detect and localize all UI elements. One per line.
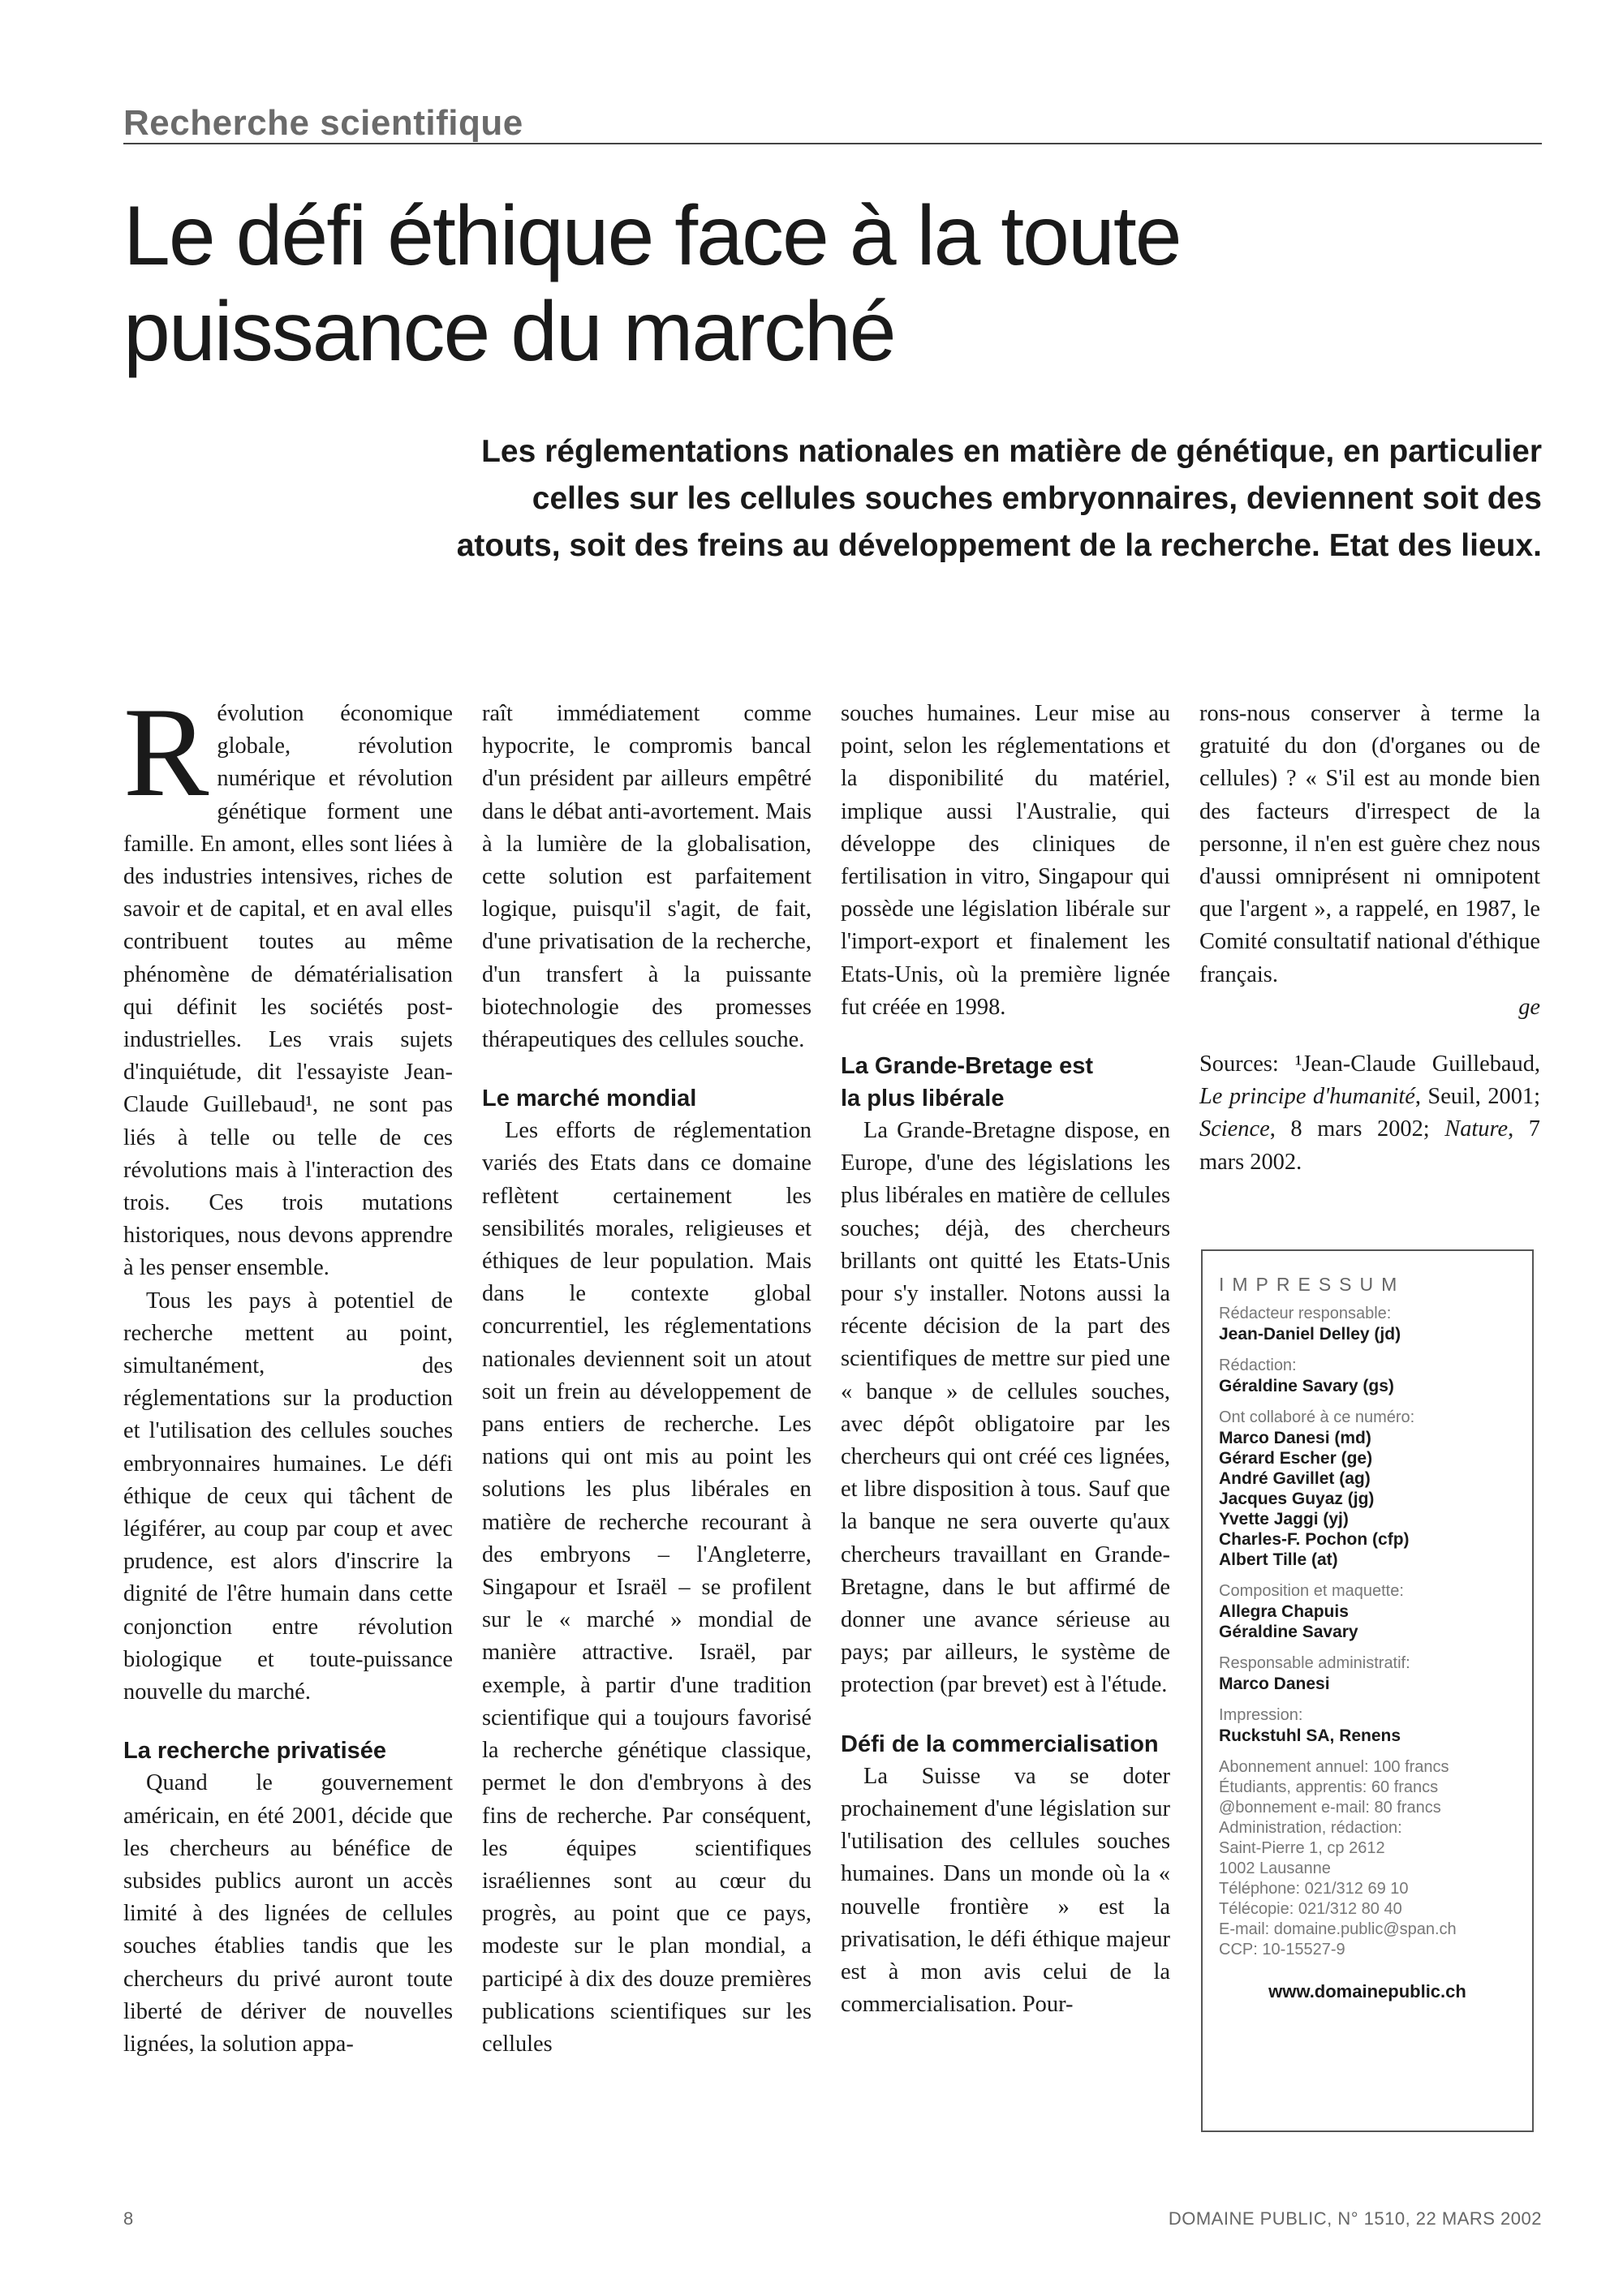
article-lead: Les réglementations nationales en matière de génétique, en particulier celles sur les cellules souches embryonnaires, deviennent soit des atouts, soit des freins au développement de la recherche. Etat des lieux. bbox=[456, 434, 1542, 563]
info-line: Télécopie: 021/312 80 40 bbox=[1219, 1900, 1402, 1918]
sources-nature-date: , 7 mars 2002. bbox=[1199, 1116, 1540, 1175]
collaborator: Yvette Jaggi (yj) bbox=[1219, 1510, 1349, 1529]
collaborator: Charles-F. Pochon (cfp) bbox=[1219, 1530, 1410, 1549]
admin-label: Responsable administratif: bbox=[1219, 1654, 1410, 1672]
info-line: Administration, rédaction: bbox=[1219, 1819, 1402, 1837]
article-title bbox=[123, 188, 1503, 380]
subhead-commercialisation: Défi de la commercialisation bbox=[841, 1731, 1159, 1757]
text-column-3 bbox=[841, 698, 1170, 2021]
impression-name: Ruckstuhl SA, Renens bbox=[1219, 1726, 1401, 1745]
collaborator: Albert Tille (at) bbox=[1219, 1550, 1338, 1569]
author-signature: ge bbox=[1518, 994, 1540, 1020]
paragraph-4-part-2: souches humaines. Leur mise au point, selon les réglementations et la disponibilité du matériel, implique aussi l'Australie, qui développe des cliniques de fertilisation in vitro, Singapour qui possède une législation libérale sur l'import-export et finalement les Etats-Unis, où la première lignée fut créée en 1998. bbox=[841, 701, 1170, 1020]
paragraph-5: La Grande-Bretagne dispose, en Europe, d'une des législations les plus libérales en matière de cellules souches; déjà, des chercheurs brillants ont quitté les Etats-Unis pour s'y installer. Notons aussi la récente décision de la part des scientifiques de mettre sur pied une « banque » de cellules souches, avec dépôt obligatoire par les chercheurs qui ont créé ces lignées, et libre disposition à tous. Sauf que la banque ne sera ouverte qu'aux chercheurs travaillant en Grande-Bretagne, dans le but affirmé de donner une avance sérieuse au pays; par ailleurs, le système de protection (par brevet) est à l'étude. bbox=[841, 1118, 1170, 1698]
paragraph-1-text: évolution économique globale, révolution numérique et révolution génétique forment une famille. En amont, elles sont liées à des industries intensives, riches de savoir et de capital, et en aval elles contribuent toutes au même phénomène de dématérialisation qui définit les sociétés post-industrielles. Les vrais sujets d'inquiétude, dit l'essayiste Jean-Claude Guillebaud¹, ne sont pas liés à telle ou telle de ces révolutions mais à l'interaction des trois. Ces trois mutations historiques, nous devons apprendre à les penser ensemble. bbox=[123, 701, 453, 1281]
info-line: E-mail: domaine.public@span.ch bbox=[1219, 1920, 1457, 1938]
sources-nature: Nature bbox=[1444, 1116, 1509, 1142]
info-line: Saint-Pierre 1, cp 2612 bbox=[1219, 1839, 1385, 1857]
composition-name: Géraldine Savary bbox=[1219, 1623, 1358, 1641]
redacteur-label: Rédacteur responsable: bbox=[1219, 1305, 1392, 1322]
collaborator: Marco Danesi (md) bbox=[1219, 1429, 1371, 1447]
rubric-divider bbox=[123, 143, 1542, 144]
sources-prefix: Sources: ¹Jean-Claude Guillebaud, bbox=[1199, 1051, 1540, 1077]
title-line-2: puissance du marché bbox=[123, 285, 895, 379]
subhead-grande-bretagne bbox=[841, 1050, 1170, 1115]
section-rubric: Recherche scientifique bbox=[123, 103, 523, 143]
subhead-recherche-privatisee: La recherche privatisée bbox=[123, 1738, 387, 1765]
info-line: Téléphone: 021/312 69 10 bbox=[1219, 1880, 1409, 1898]
sources-book-title: Le principe d'humanité bbox=[1199, 1084, 1415, 1110]
text-column-2 bbox=[482, 698, 812, 2061]
info-line: Abonnement annuel: 100 francs bbox=[1219, 1758, 1449, 1776]
collaborator: Jacques Guyaz (jg) bbox=[1219, 1490, 1375, 1508]
website-link[interactable]: www.domainepublic.ch bbox=[1268, 1981, 1466, 2001]
paragraph-intro bbox=[123, 681, 453, 1285]
title-line-1: Le défi éthique face à la toute bbox=[123, 189, 1181, 283]
paragraph-6-part-2: rons-nous conserver à terme la gratuité du don (d'organes ou de cellules) ? « S'il est au monde bien des facteurs d'irrespect de la personne, il n'en est guère chez nous d'aussi omniprésent ni omnipotent que l'argent », a rappelé, en 1987, le Comité consultatif national d'éthique français. bbox=[1199, 701, 1540, 987]
paragraph-2: Tous les pays à potentiel de recherche mettent au point, simultanément, des réglementations sur la production et l'utilisation des cellules souches embryonnaires humaines. Le défi éthique de ceux qui tâchent de légiférer, au coup par coup et avec prudence, est alors d'inscrire la dignité de l'être humain dans cette conjonction entre révolution biologique et toute-puissance nouvelle du marché. bbox=[123, 1288, 453, 1705]
impression-label: Impression: bbox=[1219, 1706, 1303, 1724]
drop-cap: R bbox=[123, 681, 209, 823]
sources-science: Science bbox=[1199, 1116, 1270, 1142]
impressum-heading: IMPRESSUM bbox=[1219, 1274, 1406, 1295]
paragraph-3-part-2: raît immédiatement comme hypocrite, le compromis bancal d'un président par ailleurs empêtré dans le débat anti-avortement. Mais à la lumière de la globalisation, cette solution est parfaitement logique, puisqu'il s'agit, de fait, d'une privatisation de la recherche, d'un transfert à la puissante biotechnologie des promesses thérapeutiques des cellules souche. bbox=[482, 701, 812, 1053]
subhead-gb-line-2: la plus libérale bbox=[841, 1086, 1005, 1112]
paragraph-3-part-1: Quand le gouvernement américain, en été 2001, décide que les chercheurs au bénéfice de subsides publics auront un accès limité à des lignées de cellules souches établies tandis que les chercheurs du privé auront toute liberté de dériver de nouvelles lignées, la solution appa- bbox=[123, 1770, 453, 2057]
composition-name: Allegra Chapuis bbox=[1219, 1602, 1349, 1621]
collaborator: André Gavillet (ag) bbox=[1219, 1469, 1371, 1488]
text-column-4 bbox=[1199, 698, 1540, 1179]
sources-publisher: , Seuil, 2001; bbox=[1414, 1084, 1540, 1110]
admin-name: Marco Danesi bbox=[1219, 1675, 1330, 1693]
info-line: Étudiants, apprentis: 60 francs bbox=[1219, 1778, 1439, 1796]
info-line: CCP: 10-15527-9 bbox=[1219, 1941, 1345, 1958]
impressum-box bbox=[1201, 1249, 1534, 2132]
publication-info: DOMAINE PUBLIC, N° 1510, 22 MARS 2002 bbox=[1168, 2208, 1542, 2229]
subhead-gb-line-1: La Grande-Bretage est bbox=[841, 1053, 1094, 1080]
info-line: @bonnement e-mail: 80 francs bbox=[1219, 1799, 1441, 1817]
subhead-marche-mondial: Le marché mondial bbox=[482, 1086, 697, 1112]
redaction-name: Géraldine Savary (gs) bbox=[1219, 1377, 1394, 1395]
sources-science-date: , 8 mars 2002; bbox=[1269, 1116, 1445, 1142]
text-column-1 bbox=[123, 681, 453, 2061]
collaborators-label: Ont collaboré à ce numéro: bbox=[1219, 1408, 1415, 1426]
info-line: 1002 Lausanne bbox=[1219, 1860, 1331, 1877]
redaction-label: Rédaction: bbox=[1219, 1357, 1297, 1374]
page-number: 8 bbox=[123, 2208, 134, 2229]
paragraph-4-part-1: Les efforts de réglementation variés des Etats dans ce domaine reflètent certainement les sensibilités morales, religieuses et éthiques de leur population. Mais dans le contexte global concurrentiel, les réglementations nationales deviennent soit un atout soit un frein au développement de pans entiers de recherche. Les nations qui ont mis au point les solutions les plus libérales en matière de recherche recourant à des embryons – l'Angleterre, Singapour et Israël – se profilent sur le « marché » mondial de manière attractive. Israël, par exemple, à partir d'une tradition scientifique qui a toujours favorisé la recherche génétique classique, permet le don d'embryons à des fins de recherche. Par conséquent, les équipes scientifiques israéliennes sont au cœur du progrès, au point que ce pays, modeste sur le plan mondial, a participé à dix des douze premières publications scientifiques sur les cellules bbox=[482, 1118, 812, 2057]
impressum-info bbox=[1219, 1757, 1516, 1960]
sources-note bbox=[1199, 1048, 1540, 1179]
redacteur-name: Jean-Daniel Delley (jd) bbox=[1219, 1325, 1401, 1344]
collaborator: Gérard Escher (ge) bbox=[1219, 1449, 1373, 1468]
paragraph-6-part-1: La Suisse va se doter prochainement d'une législation sur l'utilisation des cellules souches humaines. Dans un monde où la « nouvelle frontière » est la privatisation, le défi éthique majeur est à mon avis celui de la commercialisation. Pour- bbox=[841, 1763, 1170, 2018]
composition-label: Composition et maquette: bbox=[1219, 1582, 1404, 1600]
